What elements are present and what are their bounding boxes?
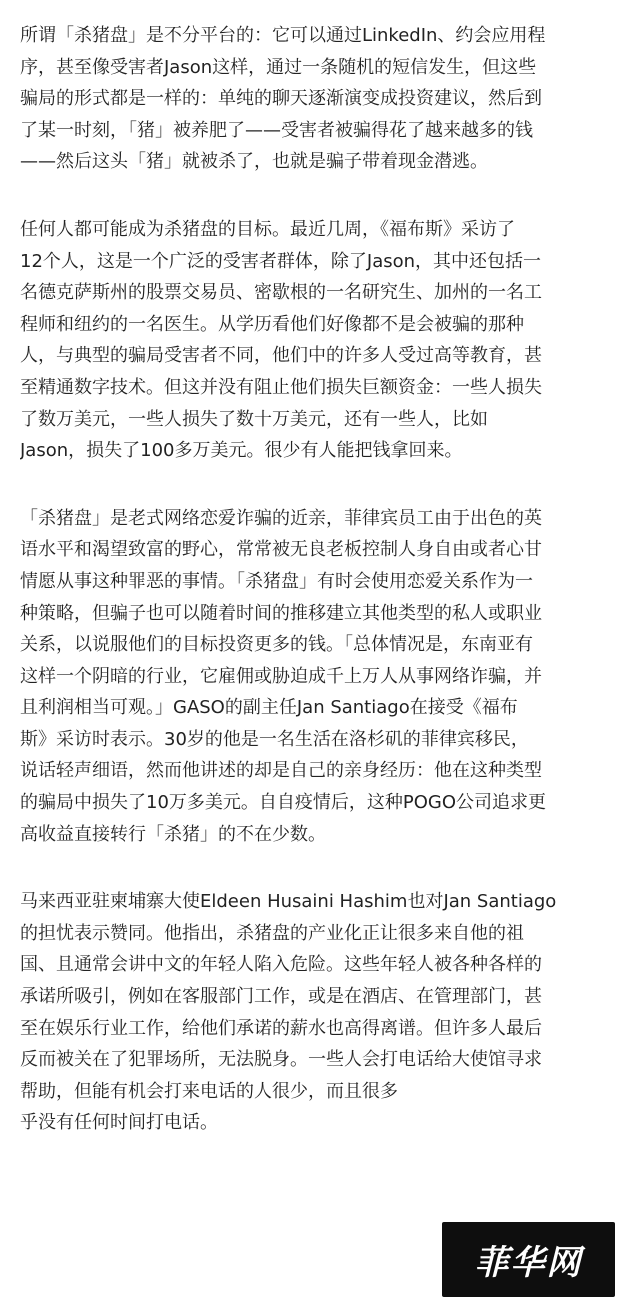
text-line: 的担忧表示赞同。他指出，杀猪盘的产业化正让很多来自他的祖 (20, 922, 524, 944)
text-line: 帮助，但能有机会打来电话的人很少，而且很多 (20, 1080, 398, 1102)
text-line: 种策略，但骗子也可以随着时间的推移建立其他类型的私人或职业 (20, 602, 542, 624)
site-watermark-logo (442, 1222, 615, 1297)
text-line: 骗局的形式都是一样的：单纯的聊天逐渐演变成投资建议，然后到 (20, 88, 542, 110)
text-line: 承诺所吸引，例如在客服部门工作，或是在酒店、在管理部门，甚 (20, 986, 542, 1008)
text-line: 程师和纽约的一名医生。从学历看他们好像都不是会被骗的那种 (20, 313, 524, 335)
text-line: Jason，损失了100多万美元。很少有人能把钱拿回来。 (20, 440, 463, 462)
text-line: 了某一时刻，「猪」被养肥了——受害者被骗得花了越来越多的钱 (20, 119, 533, 141)
text-line: 关系，以说服他们的目标投资更多的钱。「总体情况是，东南亚有 (20, 634, 533, 656)
text-line: 且利润相当可观。」GASO的副主任Jan Santiago在接受《福布 (20, 697, 518, 719)
text-line: 说话轻声细语，然而他讲述的却是自己的亲身经历：他在这种类型 (20, 760, 542, 782)
paragraph-victims (20, 214, 602, 467)
text-line: 至在娱乐行业工作，给他们承诺的薪水也高得离谱。但许多人最后 (20, 1017, 542, 1039)
text-line: 情愿从事这种罪恶的事情。「杀猪盘」有时会使用恋爱关系作为一 (20, 570, 533, 592)
text-line: 斯》采访时表示。30岁的他是一名生活在洛杉矶的菲律宾移民， (20, 728, 529, 750)
text-line: 序，甚至像受害者Jason这样，通过一条随机的短信发生，但这些 (20, 56, 537, 78)
text-line: 至精通数字技术。但这并没有阻止他们损失巨额资金：一些人损失 (20, 376, 542, 398)
text-line: 高收益直接转行「杀猪」的不在少数。 (20, 823, 326, 845)
text-line: 反而被关在了犯罪场所，无法脱身。一些人会打电话给大使馆寻求 (20, 1049, 542, 1071)
text-line: 任何人都可能成为杀猪盘的目标。最近几周，《福布斯》采访了 (20, 218, 515, 240)
text-line: 马来西亚驻柬埔寨大使Eldeen Husaini Hashim也对Jan Santiago (20, 891, 557, 913)
text-line: 的骗局中损失了10万多美元。自自疫情后，这种POGO公司追求更 (20, 792, 547, 814)
text-line: 人，与典型的骗局受害者不同，他们中的许多人受过高等教育，甚 (20, 345, 542, 367)
paragraph-ambassador (20, 886, 602, 1139)
article-body (20, 20, 602, 1175)
text-line: 「杀猪盘」是老式网络恋爱诈骗的近亲，菲律宾员工由于出色的英 (20, 507, 542, 529)
text-line: 乎没有任何时间打电话。 (20, 1112, 218, 1134)
text-line: 国、且通常会讲中文的年轻人陷入危险。这些年轻人被各种各样的 (20, 954, 542, 976)
text-line: 这样一个阴暗的行业，它雇佣或胁迫成千上万人从事网络诈骗，并 (20, 665, 542, 687)
watermark-logo-text: 菲华网 (474, 1243, 583, 1283)
text-line: 语水平和渴望致富的野心，常常被无良老板控制人身自由或者心甘 (20, 539, 542, 561)
text-line: ——然后这头「猪」就被杀了，也就是骗子带着现金潜逃。 (20, 151, 488, 173)
text-line: 12个人，这是一个广泛的受害者群体，除了Jason，其中还包括一 (20, 250, 542, 272)
text-line: 名德克萨斯州的股票交易员、密歇根的一名研究生、加州的一名工 (20, 282, 542, 304)
paragraph-pig-butchering-platforms (20, 20, 602, 178)
text-line: 了数万美元，一些人损失了数十万美元，还有一些人，比如 (20, 408, 488, 430)
text-line: 所谓「杀猪盘」是不分平台的：它可以通过LinkedIn、约会应用程 (20, 25, 546, 46)
paragraph-industry (20, 503, 602, 851)
